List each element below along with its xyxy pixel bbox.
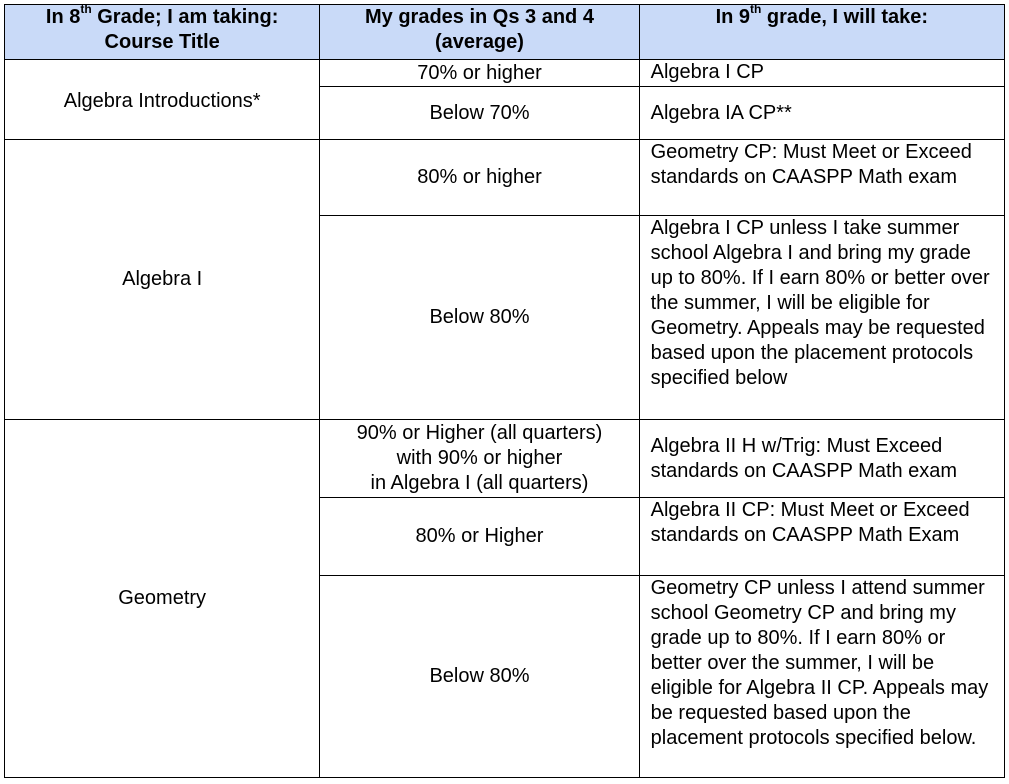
table-row [5,60,1005,87]
grade-line: 90% or Higher (all quarters) [356,422,603,444]
header-current-course-line2: Course Title [104,31,220,53]
header-superscript: th [750,2,762,17]
placement-table [4,4,1005,778]
header-text: In 8 [45,6,81,28]
table-row [5,420,1005,498]
grade-cell: Below 80% [320,216,639,420]
header-text: In 9 [715,6,751,28]
placement-cell: Algebra I CP unless I take summer school Algebra I and bring my grade up to 80%. If I earn 80% or better over the summer, I will be eligible for Geometry. Appeals may be requested based upon the placement protocols specified below [639,216,1004,420]
placement-cell: Algebra I CP [639,60,1004,87]
grade-cell: 80% or higher [320,140,639,216]
header-grades-line1: My grades in Qs 3 and 4 [364,6,594,28]
grade-cell: 80% or Higher [320,498,639,576]
placement-cell: Algebra II CP: Must Meet or Exceed standards on CAASPP Math Exam [639,498,1004,576]
course-cell: Algebra I [5,140,320,420]
header-grades-line2: (average) [435,31,524,53]
grade-cell: Below 70% [320,87,639,140]
header-current-course-line1 [5,2,319,30]
grade-cell: Below 80% [320,576,639,778]
header-text: Grade; I am taking: [91,6,279,28]
course-cell: Geometry [5,420,320,778]
header-superscript: th [80,2,92,17]
grade-line: in Algebra I (all quarters) [370,472,589,494]
grade-cell [320,420,639,498]
placement-cell: Algebra II H w/Trig: Must Exceed standards on CAASPP Math exam [639,420,1004,498]
header-row [5,5,1005,60]
placement-cell: Algebra IA CP** [639,87,1004,140]
course-cell: Algebra Introductions* [5,60,320,140]
placement-cell: Geometry CP unless I attend summer school Geometry CP and bring my grade up to 80%. If I earn 80% or better over the summer, I will be eligible for Algebra II CP. Appeals may be requested based upon the placement protocols specified below. [639,576,1004,778]
header-grades [320,5,639,60]
grade-cell: 70% or higher [320,60,639,87]
placement-cell: Geometry CP: Must Meet or Exceed standards on CAASPP Math exam [639,140,1004,216]
header-next-course [639,2,1004,60]
header-current-course [5,2,320,60]
table-row [5,140,1005,216]
grade-line: with 90% or higher [396,447,563,469]
header-text: grade, I will take: [761,6,929,28]
